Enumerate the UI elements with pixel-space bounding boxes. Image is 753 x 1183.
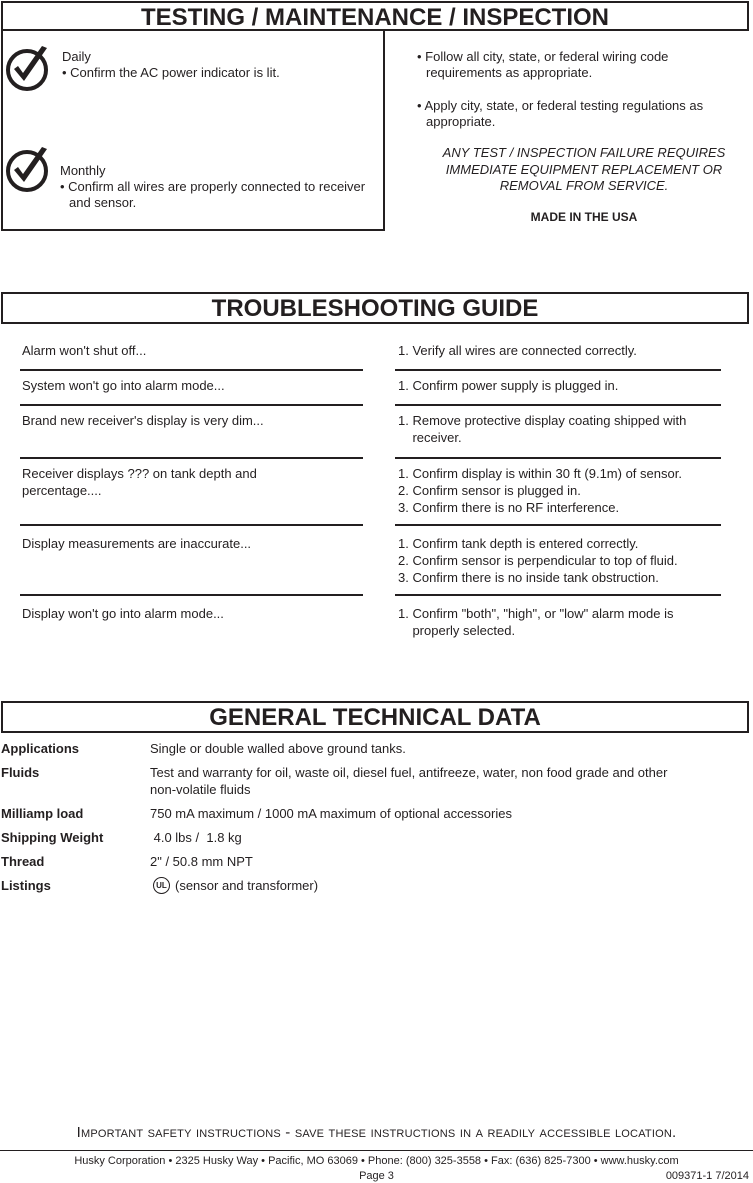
troubleshooting-fix: 3. Confirm there is no RF interference. (398, 500, 620, 515)
testing-left-box (1, 29, 385, 231)
failure-warning-line-1: ANY TEST / INSPECTION FAILURE REQUIRES (442, 145, 726, 160)
troubleshooting-row-divider (395, 369, 721, 371)
troubleshooting-fix: 2. Confirm sensor is perpendicular to top of fluid. (398, 553, 678, 568)
company-info: Husky Corporation • 2325 Husky Way • Pacific, MO 63069 • Phone: (800) 325-3558 • Fax: (636) 825-7300 • www.husky.com (74, 1155, 679, 1167)
ul-listed-icon: UL (153, 877, 170, 894)
troubleshooting-problem: System won't go into alarm mode... (22, 378, 225, 393)
document-number: 009371-1 7/2014 (665, 1170, 749, 1182)
troubleshooting-row-divider (395, 404, 721, 406)
troubleshooting-row-divider (395, 594, 721, 596)
troubleshooting-row-divider (20, 594, 363, 596)
troubleshooting-row-divider (395, 457, 721, 459)
troubleshooting-fix: 2. Confirm sensor is plugged in. (398, 483, 581, 498)
monthly-item-line-2: and sensor. (69, 195, 137, 210)
troubleshooting-problem: Brand new receiver's display is very dim... (22, 413, 264, 428)
troubleshooting-fix: 1. Confirm display is within 30 ft (9.1m) of sensor. (398, 466, 682, 481)
technical-label: Applications (1, 741, 80, 756)
made-in-usa: MADE IN THE USA (530, 210, 638, 224)
monthly-check-icon (3, 145, 51, 195)
testing-regulations-line-2: appropriate. (426, 114, 496, 129)
technical-value: 750 mA maximum / 1000 mA maximum of optional accessories (150, 806, 512, 821)
technical-label: Thread (1, 854, 45, 869)
wiring-code-line-1: • Follow all city, state, or federal wiring code (417, 49, 669, 64)
safety-instructions: Important safety instructions - save these instructions in a readily accessible location. (76, 1124, 677, 1141)
troubleshooting-fix: 1. Remove protective display coating shipped with (398, 413, 687, 428)
footer-divider (0, 1150, 753, 1151)
technical-value: (sensor and transformer) (175, 878, 319, 893)
daily-check-icon (3, 44, 51, 94)
troubleshooting-row-divider (20, 369, 363, 371)
troubleshooting-problem: Display won't go into alarm mode... (22, 606, 224, 621)
technical-value: Test and warranty for oil, waste oil, diesel fuel, antifreeze, water, non food grade and other (150, 765, 668, 780)
troubleshooting-row-divider (20, 404, 363, 406)
monthly-label: Monthly (60, 163, 106, 178)
troubleshooting-fix: 1. Verify all wires are connected correctly. (398, 343, 637, 358)
troubleshooting-row-divider (20, 524, 363, 526)
failure-warning-line-3: REMOVAL FROM SERVICE. (499, 178, 669, 193)
monthly-item-line-1: • Confirm all wires are properly connected to receiver (60, 179, 366, 194)
technical-value: 2" / 50.8 mm NPT (150, 854, 253, 869)
troubleshooting-problem: Receiver displays ??? on tank depth and (22, 466, 257, 481)
failure-warning-line-2: IMMEDIATE EQUIPMENT REPLACEMENT OR (445, 162, 723, 177)
daily-label: Daily (62, 49, 91, 64)
troubleshooting-fix: 1. Confirm "both", "high", or "low" alarm mode is (398, 606, 674, 621)
testing-regulations-line-1: • Apply city, state, or federal testing regulations as (417, 98, 704, 113)
troubleshooting-fix: 1. Confirm power supply is plugged in. (398, 378, 619, 393)
troubleshooting-fix: receiver. (398, 430, 462, 445)
troubleshooting-fix: properly selected. (398, 623, 516, 638)
troubleshooting-problem: Alarm won't shut off... (22, 343, 147, 358)
technical-value: non-volatile fluids (150, 782, 251, 797)
technical-value: Single or double walled above ground tanks. (150, 741, 406, 756)
troubleshooting-problem: percentage.... (22, 483, 102, 498)
technical-value: 4.0 lbs / 1.8 kg (150, 830, 242, 845)
wiring-code-line-2: requirements as appropriate. (426, 65, 593, 80)
daily-item: • Confirm the AC power indicator is lit. (62, 65, 280, 80)
troubleshooting-problem: Display measurements are inaccurate... (22, 536, 252, 551)
troubleshooting-fix: 3. Confirm there is no inside tank obstruction. (398, 570, 659, 585)
testing-section-title: TESTING / MAINTENANCE / INSPECTION (1, 1, 749, 31)
technical-label: Listings (1, 878, 51, 893)
technical-section-title: GENERAL TECHNICAL DATA (1, 701, 749, 733)
troubleshooting-fix: 1. Confirm tank depth is entered correctly. (398, 536, 639, 551)
troubleshooting-row-divider (20, 457, 363, 459)
technical-label: Shipping Weight (1, 830, 104, 845)
troubleshooting-section-title: TROUBLESHOOTING GUIDE (1, 292, 749, 324)
page-number: Page 3 (359, 1170, 394, 1182)
troubleshooting-row-divider (395, 524, 721, 526)
technical-label: Fluids (1, 765, 40, 780)
technical-label: Milliamp load (1, 806, 84, 821)
